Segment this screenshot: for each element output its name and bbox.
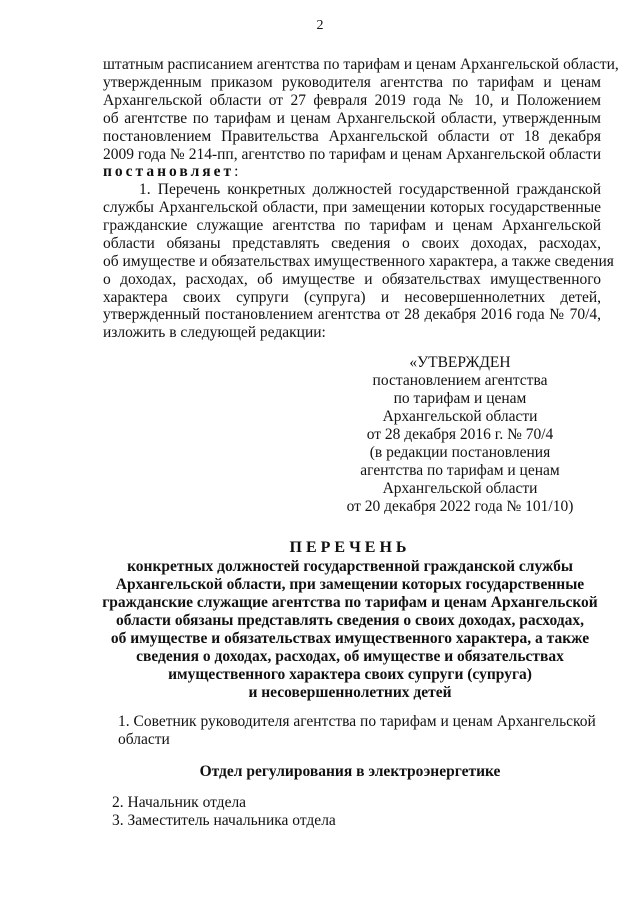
list-subtitle-line: конкретных должностей государственной гражданской службы <box>127 558 573 575</box>
approval-line: от 28 декабря 2016 г. № 70/4 <box>366 426 554 443</box>
list-subtitle-line: и несовершеннолетних детей <box>248 684 452 701</box>
approval-line: по тарифам и ценам <box>393 390 527 407</box>
item1-line: 1. Перечень конкретных должностей государственной гражданской <box>139 181 601 198</box>
item1-line: изложить в следующей редакции: <box>103 324 326 341</box>
approval-line: Архангельской области <box>382 480 538 497</box>
decree-colon: : <box>234 163 239 180</box>
intro-line: постановлением Правительства Архангельской области от 18 декабря <box>103 128 601 145</box>
approval-line: Архангельской области <box>382 408 538 425</box>
approval-line: от 20 декабря 2022 года № 101/10) <box>346 498 574 515</box>
position-item: 2. Начальник отдела <box>112 794 247 811</box>
section-heading: Отдел регулирования в электроэнергетике <box>199 763 501 780</box>
intro-line: 2009 года № 214-пп, агентство по тарифам и ценам Архангельской области <box>103 146 601 163</box>
approval-line: «УТВЕРЖДЕН <box>409 354 511 371</box>
intro-line: утвержденным приказом руководителя агентства по тарифам и ценам <box>103 74 601 91</box>
item1-line: гражданские служащие агентства по тарифам и ценам Архангельской <box>103 217 601 234</box>
item1-line: о доходах, расходах, об имуществе и обязательствах имущественного <box>103 271 601 288</box>
item1-line: характера своих супруги (супруга) и несовершеннолетних детей, <box>103 289 601 306</box>
intro-line: штатным расписанием агентства по тарифам и ценам Архангельской области, <box>103 56 619 73</box>
item1-line: утвержденный постановлением агентства от 28 декабря 2016 года № 70/4, <box>103 306 601 323</box>
position-item-cont: области <box>118 731 170 748</box>
list-subtitle-line: гражданские служащие агентства по тарифам и ценам Архангельской <box>102 594 598 611</box>
list-subtitle-line: области обязаны представлять сведения о своих доходах, расходах, <box>115 612 584 629</box>
list-title: ПЕРЕЧЕНЬ <box>289 539 411 556</box>
decree-word: постановляет <box>103 163 235 180</box>
item1-line: службы Архангельской области, при замещении которых государственные <box>103 199 601 216</box>
position-item: 3. Заместитель начальника отдела <box>112 812 336 829</box>
page-number: 2 <box>316 18 324 33</box>
list-subtitle-line: имущественного характера своих супруги (супруга) <box>168 666 532 683</box>
approval-line: агентства по тарифам и ценам <box>360 462 560 479</box>
item1-line: области обязаны представлять сведения о своих доходах, расходах, <box>103 235 601 252</box>
approval-line: постановлением агентства <box>372 372 548 389</box>
item1-line: об имуществе и обязательствах имущественного характера, а также сведения <box>103 253 614 270</box>
decree-line <box>103 163 238 181</box>
intro-line: Архангельской области от 27 февраля 2019 года № 10, и Положением <box>103 92 601 109</box>
list-subtitle-line: об имуществе и обязательствах имущественного характера, а также <box>110 630 590 647</box>
approval-line: (в редакции постановления <box>369 444 551 461</box>
intro-line: об агентстве по тарифам и ценам Архангельской области, утвержденным <box>103 110 601 127</box>
position-item: 1. Советник руководителя агентства по тарифам и ценам Архангельской <box>118 713 596 730</box>
list-subtitle-line: Архангельской области, при замещении которых государственные <box>115 576 585 593</box>
list-subtitle-line: сведения о доходах, расходах, об имуществе и обязательствах <box>136 648 564 665</box>
